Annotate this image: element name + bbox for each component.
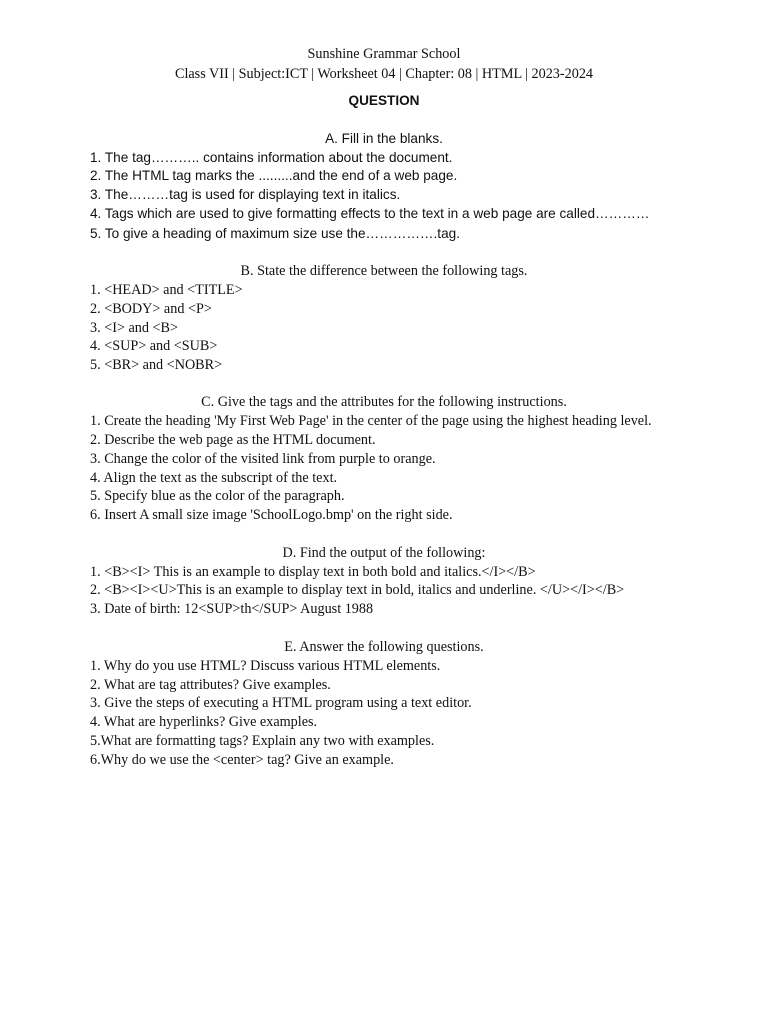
section-a-item-2: 2. The HTML tag marks the .........and the end of a web page.	[90, 168, 458, 183]
section-b-item-2: 2. <BODY> and <P>	[90, 301, 212, 317]
section-b-item-1: 1. <HEAD> and <TITLE>	[90, 282, 243, 298]
section-a-item-5: 5. To give a heading of maximum size use the…………….tag.	[90, 226, 460, 241]
section-a-item-3: 3. The………tag is used for displaying text in italics.	[90, 187, 401, 202]
section-e-item-1: 1. Why do you use HTML? Discuss various HTML elements.	[90, 658, 441, 674]
section-c-item-5: 5. Specify blue as the color of the paragraph.	[90, 488, 345, 504]
section-a-item-1: 1. The tag……….. contains information about the document.	[90, 150, 453, 165]
section-e-item-4: 4. What are hyperlinks? Give examples.	[90, 714, 318, 730]
section-b-item-3: 3. <I> and <B>	[90, 320, 178, 336]
worksheet-details: Class VII | Subject:ICT | Worksheet 04 | Chapter: 08 | HTML | 2023-2024	[174, 66, 594, 82]
section-d-item-1: 1. <B><I> This is an example to display text in both bold and italics.</I></B>	[90, 564, 536, 580]
section-c-item-1: 1. Create the heading 'My First Web Page' in the center of the page using the highest heading level.	[90, 413, 652, 429]
section-b-item-4: 4. <SUP> and <SUB>	[90, 338, 218, 354]
section-d-heading: D. Find the output of the following:	[282, 545, 486, 561]
section-c-item-3: 3. Change the color of the visited link from purple to orange.	[90, 451, 436, 467]
section-c-item-4: 4. Align the text as the subscript of the text.	[90, 470, 338, 486]
section-c-heading: C. Give the tags and the attributes for the following instructions.	[201, 394, 567, 410]
section-e-item-3: 3. Give the steps of executing a HTML program using a text editor.	[90, 695, 472, 711]
section-a-item-4: 4. Tags which are used to give formatting effects to the text in a web page are called…………	[90, 206, 650, 221]
section-e-heading: E. Answer the following questions.	[284, 639, 484, 655]
section-c-item-2: 2. Describe the web page as the HTML document.	[90, 432, 376, 448]
section-e-item-5: 5.What are formatting tags? Explain any two with examples.	[90, 733, 435, 749]
section-b-heading: B. State the difference between the following tags.	[240, 263, 528, 279]
school-name: Sunshine Grammar School	[307, 46, 461, 62]
section-e-item-2: 2. What are tag attributes? Give examples.	[90, 677, 331, 693]
page-title: QUESTION	[348, 93, 420, 108]
section-a-heading: A. Fill in the blanks.	[325, 131, 443, 146]
section-d-item-3: 3. Date of birth: 12<SUP>th</SUP> August 1988	[90, 601, 374, 617]
section-d-item-2: 2. <B><I><U>This is an example to display text in bold, italics and underline. </U></I></B>	[90, 582, 625, 598]
section-c-item-6: 6. Insert A small size image 'SchoolLogo.bmp' on the right side.	[90, 507, 453, 523]
section-e-item-6: 6.Why do we use the <center> tag? Give an example.	[90, 752, 394, 768]
section-b-item-5: 5. <BR> and <NOBR>	[90, 357, 223, 373]
